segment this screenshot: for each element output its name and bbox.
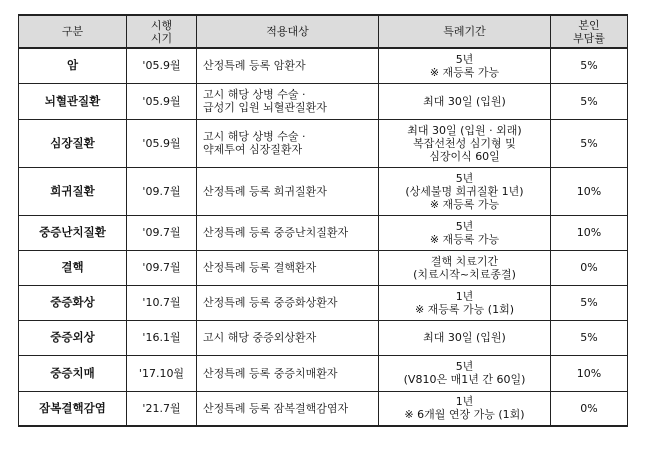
header-date-line2: 시기	[150, 31, 173, 45]
row-rate: 5%	[551, 285, 628, 320]
row-period-line: 최대 30일 (입원 · 외래)	[407, 123, 522, 137]
row-target-line: 약제투여 심장질환자	[203, 143, 303, 156]
row-category: 중증치매	[19, 355, 127, 391]
row-target-line: 산정특례 등록 희귀질환자	[203, 184, 327, 198]
row-period	[379, 215, 551, 250]
row-period-line: 최대 30일 (입원)	[423, 94, 506, 108]
table-row	[19, 391, 628, 426]
header-period: 특례기간	[379, 15, 551, 48]
row-rate: 5%	[551, 119, 628, 167]
row-date: '05.9월	[127, 48, 197, 83]
row-date: '05.9월	[127, 119, 197, 167]
row-period	[379, 320, 551, 355]
table-row	[19, 355, 628, 391]
row-period-line: 심장이식 60일	[429, 149, 500, 163]
row-period-line: (V810은 매1년 간 60일)	[403, 373, 526, 386]
row-target	[197, 320, 379, 355]
table-row	[19, 250, 628, 285]
row-rate: 5%	[551, 48, 628, 83]
row-period-line: 5년	[455, 52, 474, 66]
row-date: '10.7월	[127, 285, 197, 320]
row-period	[379, 355, 551, 391]
row-rate: 0%	[551, 250, 628, 285]
row-date: '09.7월	[127, 250, 197, 285]
row-target-line: 산정특례 등록 결핵환자	[203, 261, 317, 274]
row-rate: 0%	[551, 391, 628, 426]
row-target-line: 산정특례 등록 중증화상환자	[203, 296, 338, 309]
row-target-line: 급성기 입원 뇌혈관질환자	[203, 101, 327, 114]
header-rate	[551, 15, 628, 48]
row-target	[197, 391, 379, 426]
row-target	[197, 48, 379, 83]
row-category: 결핵	[19, 250, 127, 285]
row-period-line: 5년	[455, 219, 474, 233]
row-period-line: 1년	[455, 289, 474, 303]
row-period	[379, 48, 551, 83]
row-target	[197, 167, 379, 215]
row-target-line: 산정특례 등록 암환자	[203, 59, 306, 73]
row-period-line: 결핵 치료기간	[430, 254, 499, 268]
header-category: 구분	[19, 15, 127, 48]
row-category: 암	[19, 48, 127, 83]
row-category: 뇌혈관질환	[19, 83, 127, 119]
row-rate: 10%	[551, 167, 628, 215]
row-period-line: 최대 30일 (입원)	[423, 331, 506, 344]
row-target-line: 고시 해당 상병 수술 ·	[203, 88, 306, 101]
table-row	[19, 215, 628, 250]
row-target-line: 산정특례 등록 잠복결핵감염자	[203, 401, 349, 415]
row-period	[379, 391, 551, 426]
table-row	[19, 167, 628, 215]
row-target-line: 산정특례 등록 중증난치질환자	[203, 226, 349, 239]
row-rate: 5%	[551, 320, 628, 355]
row-target	[197, 119, 379, 167]
table-row	[19, 285, 628, 320]
row-date: '17.10월	[127, 355, 197, 391]
header-rate-line2: 부담률	[573, 31, 605, 45]
row-date: '09.7월	[127, 215, 197, 250]
table-row	[19, 119, 628, 167]
row-date: '21.7월	[127, 391, 197, 426]
row-target-line: 고시 해당 상병 수술 ·	[203, 130, 306, 143]
special-case-table-container	[18, 14, 627, 427]
row-period-line: ※ 재등록 가능 (1회)	[414, 302, 515, 316]
row-period-line: ※ 재등록 가능	[429, 197, 500, 211]
row-period-line: 복잡선천성 심기형 및	[413, 136, 516, 150]
row-category: 중증화상	[19, 285, 127, 320]
row-period-line: ※ 6개월 연장 가능 (1회)	[404, 408, 525, 422]
table-row	[19, 48, 628, 83]
row-period-line: 5년	[455, 360, 474, 373]
row-target-line: 고시 해당 중증외상환자	[203, 331, 317, 344]
row-period-line: 5년	[455, 171, 474, 185]
special-case-table	[18, 14, 628, 427]
row-category: 중증난치질환	[19, 215, 127, 250]
row-target	[197, 355, 379, 391]
row-period	[379, 250, 551, 285]
table-row	[19, 320, 628, 355]
row-rate: 10%	[551, 355, 628, 391]
row-rate: 5%	[551, 83, 628, 119]
row-date: '09.7월	[127, 167, 197, 215]
row-category: 심장질환	[19, 119, 127, 167]
row-target	[197, 285, 379, 320]
table-header-row	[19, 15, 628, 48]
row-target	[197, 215, 379, 250]
row-period	[379, 167, 551, 215]
table-row	[19, 83, 628, 119]
row-category: 잠복결핵감염	[19, 391, 127, 426]
header-rate-line1: 본인	[578, 18, 600, 32]
row-period	[379, 119, 551, 167]
row-category: 희귀질환	[19, 167, 127, 215]
row-period-line: ※ 재등록 가능	[429, 232, 500, 246]
row-period-line: (치료시작~치료종결)	[413, 267, 516, 281]
row-period-line: (상세불명 희귀질환 1년)	[405, 184, 524, 198]
row-date: '05.9월	[127, 83, 197, 119]
row-target	[197, 250, 379, 285]
header-date-line1: 시행	[150, 18, 173, 32]
row-target-line: 산정특례 등록 중증치매환자	[203, 366, 338, 380]
row-period	[379, 285, 551, 320]
header-target: 적용대상	[197, 15, 379, 48]
row-date: '16.1월	[127, 320, 197, 355]
row-target	[197, 83, 379, 119]
row-rate: 10%	[551, 215, 628, 250]
row-category: 중증외상	[19, 320, 127, 355]
header-date	[127, 15, 197, 48]
row-period	[379, 83, 551, 119]
row-period-line: 1년	[455, 395, 474, 409]
row-period-line: ※ 재등록 가능	[429, 65, 500, 79]
